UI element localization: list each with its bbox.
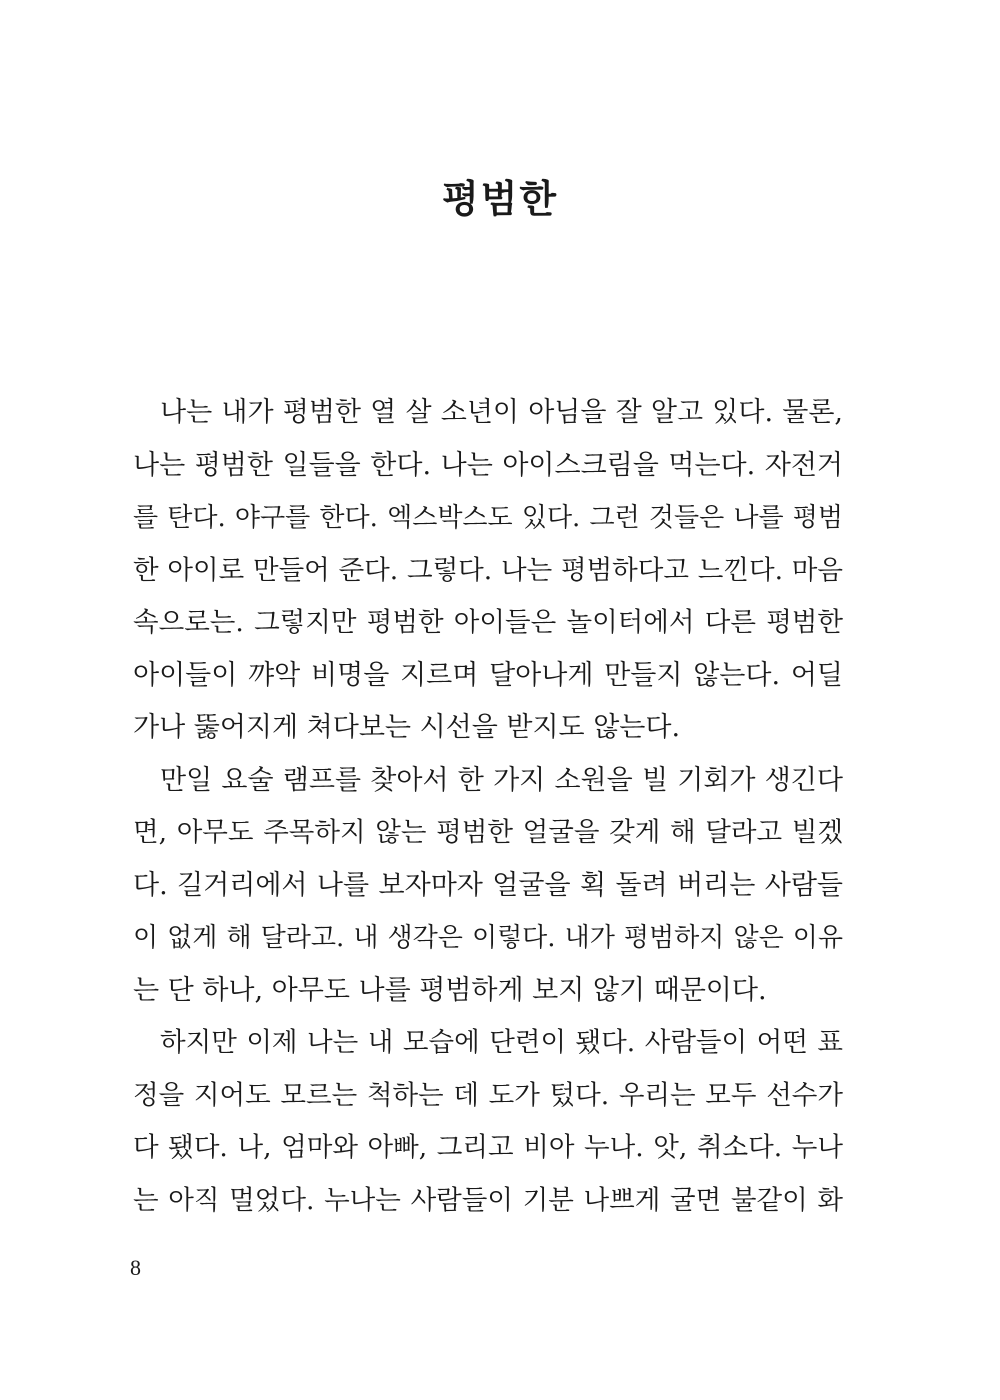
- text-line: 속으로는. 그렇지만 평범한 아이들은 놀이터에서 다른 평범한: [133, 607, 843, 638]
- body-text: [133, 387, 843, 1227]
- text-line: 는 단 하나, 아무도 나를 평범하게 보지 않기 때문이다.: [133, 974, 767, 1006]
- text-line: 다. 길거리에서 나를 보자마자 얼굴을 획 돌려 버리는 사람들: [133, 869, 843, 901]
- text-line: 를 탄다. 야구를 한다. 엑스박스도 있다. 그런 것들은 나를 평범: [133, 503, 843, 533]
- text-line: 나는 내가 평범한 열 살 소년이 아님을 잘 알고 있다. 물론,: [160, 397, 843, 428]
- text-line: 만일 요술 램프를 찾아서 한 가지 소원을 빌 기회가 생긴다: [160, 764, 843, 796]
- text-line: 정을 지어도 모르는 척하는 데 도가 텄다. 우리는 모두 선수가: [133, 1079, 843, 1111]
- text-line: 는 아직 멀었다. 누나는 사람들이 기분 나쁘게 굴면 불같이 화: [133, 1184, 843, 1216]
- text-line: 나는 평범한 일들을 한다. 나는 아이스크림을 먹는다. 자전거: [133, 449, 843, 481]
- text-line: 아이들이 꺄악 비명을 지르며 달아나게 만들지 않는다. 어딜: [133, 659, 843, 691]
- chapter-title: 평범한: [441, 177, 559, 221]
- text-line: 다 됐다. 나, 엄마와 아빠, 그리고 비아 누나. 앗, 취소다. 누나: [133, 1132, 843, 1163]
- text-line: 이 없게 해 달라고. 내 생각은 이렇다. 내가 평범하지 않은 이유: [133, 923, 843, 953]
- page-number: 8: [130, 1255, 141, 1280]
- text-line: 한 아이로 만들어 준다. 그렇다. 나는 평범하다고 느낀다. 마음: [133, 554, 843, 586]
- text-line: 하지만 이제 나는 내 모습에 단련이 됐다. 사람들이 어떤 표: [160, 1027, 843, 1058]
- text-line: 면, 아무도 주목하지 않는 평범한 얼굴을 갖게 해 달라고 빌겠: [133, 817, 843, 848]
- text-line: 가나 뚫어지게 쳐다보는 시선을 받지도 않는다.: [133, 712, 681, 743]
